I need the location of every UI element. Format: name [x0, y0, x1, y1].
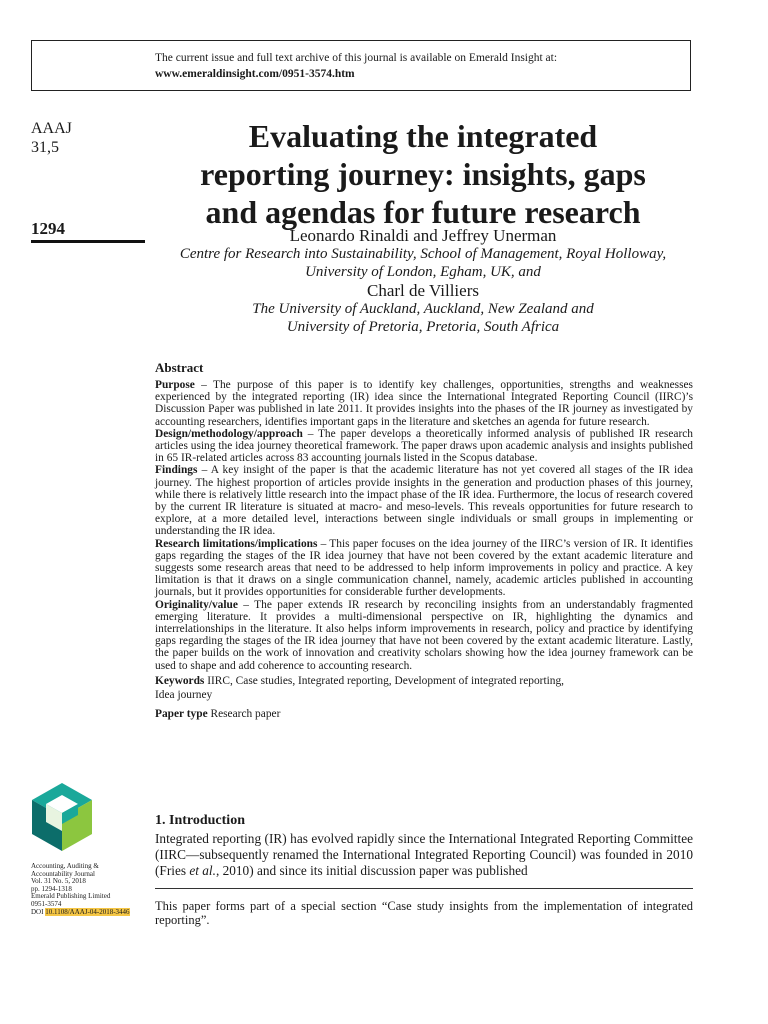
publication-metadata: [31, 863, 151, 916]
affiliation-2a: The University of Auckland, Auckland, New Zealand and: [252, 301, 594, 317]
journal-volume: 31,5: [31, 139, 59, 156]
meta-publisher: Emerald Publishing Limited: [31, 892, 111, 901]
abstract-heading: Abstract: [155, 360, 204, 375]
footnote-rule: [155, 888, 693, 889]
originality-text: – The paper extends IR research by reconciling insights from an understandably fragmented emerging literature. It provides a multi-dimensional perspective on IR, highlighting the dynamics and interrelationships in the literature. It also helps inform improvements in research, policy and practice by identifying gaps regarding the stages of the IR idea journey that have not been covered by the extant academic literature. Lastly, the paper builds on the work of innovation and creativity scholars showing how the idea journey framework can be used to shape and add coherence to accounting research.: [155, 598, 693, 672]
meta-journal-2: Accountability Journal: [31, 869, 95, 878]
abstract-purpose: [155, 379, 693, 428]
meta-volume: Vol. 31 No. 5, 2018: [31, 877, 86, 886]
introduction-heading: 1. Introduction: [155, 813, 245, 828]
doi-link[interactable]: 10.1108/AAAJ-04-2018-3446: [45, 907, 130, 916]
purpose-text: – The purpose of this paper is to identify key challenges, opportunities, strengths and weaknesses experienced by the integrated reporting (IR) idea since the International Integrated Reporting Council (IIRC)’s Discussion Paper was published in late 2011. It provides insights into the phases of the IR journey as investigated by accounting researchers, identifies important gaps in the literature and sketches an agenda for future research.: [155, 379, 693, 428]
paper-type: [155, 708, 693, 720]
journal-availability-box: [31, 40, 691, 91]
meta-doi: [31, 909, 151, 917]
abstract-originality: [155, 599, 693, 672]
meta-pages: pp. 1294-1318: [31, 884, 72, 893]
intro-text-b: , 2010) and since its initial discussion paper was published: [215, 863, 528, 878]
journal-url[interactable]: www.emeraldinsight.com/0951-3574.htm: [155, 68, 355, 80]
author-names-1: Leonardo Rinaldi and Jeffrey Unerman: [289, 226, 557, 245]
paper-title: [155, 117, 691, 231]
title-line-3: and agendas for future research: [205, 194, 641, 230]
abstract-findings: [155, 464, 693, 537]
keywords-text-2: Idea journey: [155, 688, 213, 701]
limitations-text: – This paper focuses on the idea journey of the IIRC’s version of IR. It identifies gaps regarding the stages of the IR idea journey that have not been covered by the extant academic literature and suggests some research areas that need to be addressed to help inform improvements in policy and practice. A key limitation is that it draws on a single communication channel, namely, academic articles published in accounting journals, but it provides opportunities for considerable further developments.: [155, 537, 693, 599]
abstract-limitations: [155, 538, 693, 599]
keywords-text-1: IIRC, Case studies, Integrated reporting, Development of integrated reporting,: [204, 674, 565, 687]
design-text: – The paper develops a theoretically informed analysis of published IR research articles using the idea journey theoretical framework. The paper draws upon academic analysis and insights published in 65 IR-related articles across 83 accounting journals listed in the Scopus database.: [155, 427, 693, 465]
title-line-2: reporting journey: insights, gaps: [200, 156, 646, 192]
affiliation-1a: Centre for Research into Sustainability, School of Management, Royal Holloway,: [179, 246, 667, 262]
paper-type-text: Research paper: [207, 707, 281, 720]
intro-text-a: Integrated reporting (IR) has evolved rapidly since the International Integrated Reporting Committee (IIRC—subsequently renamed the International Integrated Reporting Council) was founded in 2010 (Fries: [155, 831, 693, 878]
author-names-2: Charl de Villiers: [367, 281, 479, 300]
page-number: 1294: [31, 219, 65, 238]
footnote: This paper forms part of a special section “Case study insights from the implementation of integrated reporting”.: [155, 899, 693, 927]
limitations-label: Research limitations/implications: [155, 537, 318, 550]
author-block: [155, 226, 691, 336]
abstract-design: [155, 428, 693, 465]
keywords: [155, 674, 693, 702]
keywords-label: Keywords: [155, 674, 205, 687]
doi-label: DOI: [31, 907, 44, 916]
findings-label: Findings: [155, 464, 198, 477]
meta-issn: 0951-3574: [31, 899, 62, 908]
introduction-section: [155, 813, 693, 879]
journal-abbr: AAAJ: [31, 120, 72, 137]
abstract: [155, 360, 693, 720]
meta-journal: Accounting, Auditing &: [31, 862, 99, 870]
purpose-label: Purpose: [155, 379, 195, 391]
paper-type-label: Paper type: [155, 707, 208, 720]
availability-text: The current issue and full text archive of this journal is available on Emerald Insight at:: [155, 52, 558, 64]
emerald-logo-icon: [30, 781, 94, 853]
introduction-text: [155, 831, 693, 879]
originality-label: Originality/value: [155, 598, 238, 611]
design-label: Design/methodology/approach: [155, 427, 303, 440]
title-line-1: Evaluating the integrated: [248, 118, 598, 154]
affiliation-2b: University of Pretoria, Pretoria, South Africa: [286, 319, 560, 335]
intro-etal: et al.: [189, 863, 216, 878]
findings-text: – A key insight of the paper is that the academic literature has not yet covered all stages of the IR idea journey. The highest proportion of articles provide insights in the generation and production phases of this journey, while there is relatively little research into the impact phase of the IR idea. Furthermore, the locus of research covered by the current IR literature is situated at macro- and meso-levels. This reveals opportunities for future research to explore, at a more detailed level, interactions between single individuals or small groups in implementing or understanding the IR idea.: [155, 464, 693, 538]
journal-code: [31, 119, 72, 157]
affiliation-1b: University of London, Egham, UK, and: [305, 264, 541, 280]
page-number-rule: [31, 240, 145, 243]
